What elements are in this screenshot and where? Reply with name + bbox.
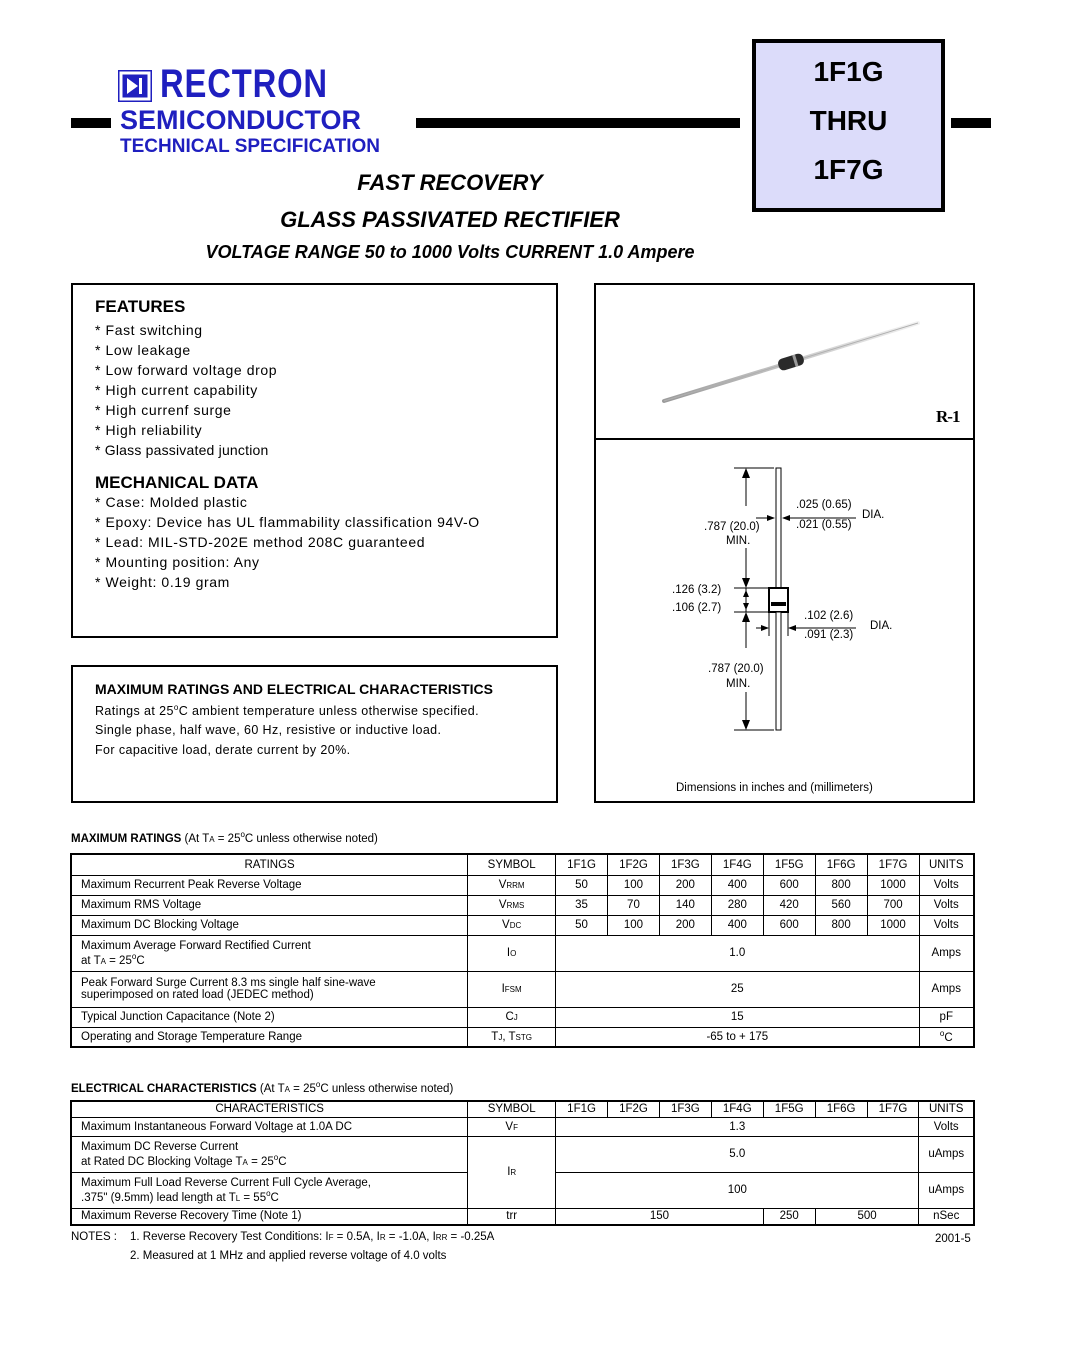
body-dia-top: .102 (2.6) [804,610,854,622]
mechanical-item: * Mounting position: Any [95,554,260,570]
body-length-top: .126 (3.2) [672,584,722,596]
brand-subtitle: SEMICONDUCTOR [120,105,362,135]
max-ratings-table [70,853,975,1048]
row-label: Peak Forward Surge Current 8.3 ms single half sine-wave superimposed on rated load (JEDEC method) [71,971,468,1007]
cell: 100 [607,915,659,935]
cell: 100 [607,875,659,895]
row-symbol: VDC [468,915,556,935]
mechanical-item: * Epoxy: Device has UL flammability classification 94V-O [95,514,480,530]
header-1f7g: 1F7G [867,854,919,875]
features-list [95,320,277,460]
table-row [71,935,974,971]
row-symbol: VRMS [468,895,556,915]
lead-dia-label: DIA. [862,509,885,521]
header-units: UNITS [919,854,974,875]
row-unit: Volts [919,915,974,935]
table-row [71,875,974,895]
features-heading: FEATURES [95,297,186,316]
ratings-note-heading: MAXIMUM RATINGS AND ELECTRICAL CHARACTERISTICS [95,681,493,697]
brand-name: RECTRON [160,62,328,106]
lead-length-bottom-min: MIN. [726,678,751,690]
cell: -65 to + 175 [556,1027,919,1047]
feature-item: * Low leakage [95,342,191,358]
dimensions-note: Dimensions in inches and (millimeters) [676,782,873,794]
package-box [594,283,975,803]
note-1: 1. Reverse Recovery Test Conditions: IF = 0.5A, IR = -1.0A, IRR = -0.25A [130,1231,495,1243]
header-rule-middle [416,118,740,128]
mechanical-item: * Case: Molded plastic [95,494,248,510]
part-line-3: 1F7G [813,154,884,185]
header-symbol: SYMBOL [468,1101,556,1117]
lead-length-top-min: MIN. [726,535,751,547]
row-label: Maximum Reverse Recovery Time (Note 1) [71,1208,468,1225]
cell: 35 [556,895,608,915]
header-1f3g: 1F3G [659,1101,711,1117]
table-row [71,1117,974,1136]
notes-label: NOTES : [71,1231,118,1243]
row-label: Maximum DC Blocking Voltage [71,915,468,935]
cell: 700 [867,895,919,915]
row-unit: $^o$C [919,1027,974,1047]
mechanical-heading: MECHANICAL DATA [95,473,259,492]
diode-photo-image [646,307,936,417]
cell: 400 [711,915,763,935]
lead-length-top: .787 (20.0) [704,521,760,533]
revision-date: 2001-5 [935,1233,971,1245]
ratings-note-line-3: For capacitive load, derate current by 20%. [95,743,351,757]
cell: 1000 [867,875,919,895]
elec-chars-title: ELECTRICAL CHARACTERISTICS (At TA = $25^oC$ unless otherwise noted) [71,1080,454,1095]
row-symbol: IO [468,935,556,971]
cell: 150 [556,1208,764,1225]
title-line-2: GLASS PASSIVATED RECTIFIER [280,207,620,232]
row-unit: Amps [919,935,974,971]
header-rule-left [71,118,111,128]
row-unit: uAmps [919,1172,974,1208]
header-symbol: SYMBOL [468,854,556,875]
row-symbol: TJ, TSTG [468,1027,556,1047]
row-label: Maximum RMS Voltage [71,895,468,915]
feature-item: * High currenf surge [95,402,232,418]
header-1f6g: 1F6G [815,854,867,875]
feature-item: * Low forward voltage drop [95,362,278,378]
body-dia-bottom: .091 (2.3) [804,629,854,641]
cell: 25 [556,971,919,1007]
cell: 250 [763,1208,815,1225]
row-unit: Amps [919,971,974,1007]
header-ratings: RATINGS [71,854,468,875]
cell: 70 [607,895,659,915]
cell: 5.0 [556,1136,919,1172]
row-unit: uAmps [919,1136,974,1172]
part-line-2: THRU [809,105,888,136]
title-line-3: VOLTAGE RANGE 50 to 1000 Volts CURRENT 1.0 Ampere [205,242,695,262]
header-1f5g: 1F5G [763,1101,815,1117]
cell: 1.0 [556,935,919,971]
features-box [71,283,558,638]
row-unit: nSec [919,1208,974,1225]
cell: 1.3 [556,1117,919,1136]
cell: 560 [815,895,867,915]
rectron-logo-icon [118,70,152,102]
row-unit: Volts [919,875,974,895]
feature-item: * Fast switching [95,322,203,338]
row-symbol: trr [468,1208,556,1225]
row-label: Typical Junction Capacitance (Note 2) [71,1007,468,1027]
row-label: Operating and Storage Temperature Range [71,1027,468,1047]
header-1f3g: 1F3G [659,854,711,875]
header-1f4g: 1F4G [711,1101,763,1117]
row-label: Maximum Average Forward Rectified Current at TA = $25^oC$ [71,935,468,971]
header-1f1g: 1F1G [556,1101,608,1117]
lead-length-bottom: .787 (20.0) [708,663,764,675]
row-unit: Volts [919,895,974,915]
cell: 100 [556,1172,919,1208]
row-label: Maximum Instantaneous Forward Voltage at 1.0A DC [71,1117,468,1136]
table-row [71,1136,974,1172]
cell: 1000 [867,915,919,935]
table-header-row [71,1101,974,1117]
table-row [71,1007,974,1027]
technical-specification: TECHNICAL SPECIFICATION [120,136,381,157]
lead-dia-bottom: .021 (0.55) [796,519,852,531]
header-characteristics: CHARACTERISTICS [71,1101,468,1117]
row-symbol: VF [468,1117,556,1136]
cell: 420 [763,895,815,915]
ratings-note-box [71,665,558,803]
header-1f2g: 1F2G [608,1101,660,1117]
mechanical-item: * Weight: 0.19 gram [95,574,230,590]
cell: 50 [556,915,608,935]
header-rule-right [951,118,991,128]
header-1f1g: 1F1G [556,854,608,875]
header-1f4g: 1F4G [711,854,763,875]
elec-chars-table [70,1100,975,1226]
cell: 500 [815,1208,919,1225]
row-symbol: VRRM [468,875,556,895]
cell: 600 [763,915,815,935]
row-symbol: IR [468,1136,556,1208]
mechanical-list [95,492,480,592]
row-label: Maximum DC Reverse Current at Rated DC Blocking Voltage TA = $25^oC$ [71,1136,468,1172]
part-number-box [752,39,945,212]
table-row [71,1208,974,1225]
note-2: 2. Measured at 1 MHz and applied reverse voltage of 4.0 volts [130,1250,447,1262]
title-line-1: FAST RECOVERY [357,170,543,195]
header-units: UNITS [919,1101,974,1117]
header-1f5g: 1F5G [763,854,815,875]
table-row [71,895,974,915]
cell: 600 [763,875,815,895]
cell: 50 [556,875,608,895]
ratings-note-line-2: Single phase, half wave, 60 Hz, resistive or inductive load. [95,723,442,737]
part-line-1: 1F1G [813,56,884,87]
cell: 400 [711,875,763,895]
body-dia-label: DIA. [870,620,893,632]
feature-item: * Glass passivated junction [95,442,269,458]
cell: 800 [815,915,867,935]
cell: 140 [659,895,711,915]
row-label: Maximum Full Load Reverse Current Full Cycle Average, .375" (9.5mm) lead length at TL = $55^oC$ [71,1172,468,1208]
table-header-row [71,854,974,875]
cell: 800 [815,875,867,895]
header-1f2g: 1F2G [607,854,659,875]
lead-dia-top: .025 (0.65) [796,499,852,511]
package-divider [596,438,973,440]
cell: 280 [711,895,763,915]
table-row [71,915,974,935]
header-1f6g: 1F6G [815,1101,867,1117]
mechanical-item: * Lead: MIL-STD-202E method 208C guaranteed [95,534,426,550]
feature-item: * High current capability [95,382,258,398]
row-unit: pF [919,1007,974,1027]
feature-item: * High reliability [95,422,203,438]
row-label: Maximum Recurrent Peak Reverse Voltage [71,875,468,895]
header-1f7g: 1F7G [867,1101,919,1117]
package-label: R-1 [936,407,960,426]
cell: 200 [659,915,711,935]
ratings-note-line-1: Ratings at 25$^o$C ambient temperature unless otherwise specified. [95,703,480,719]
table-row [71,1027,974,1047]
cell: 15 [556,1007,919,1027]
table-row [71,971,974,1007]
row-symbol: IFSM [468,971,556,1007]
row-symbol: CJ [468,1007,556,1027]
max-ratings-title: MAXIMUM RATINGS (At TA = $25^oC$ unless otherwise noted) [71,830,378,845]
row-unit: Volts [919,1117,974,1136]
body-length-bottom: .106 (2.7) [672,602,722,614]
cell: 200 [659,875,711,895]
